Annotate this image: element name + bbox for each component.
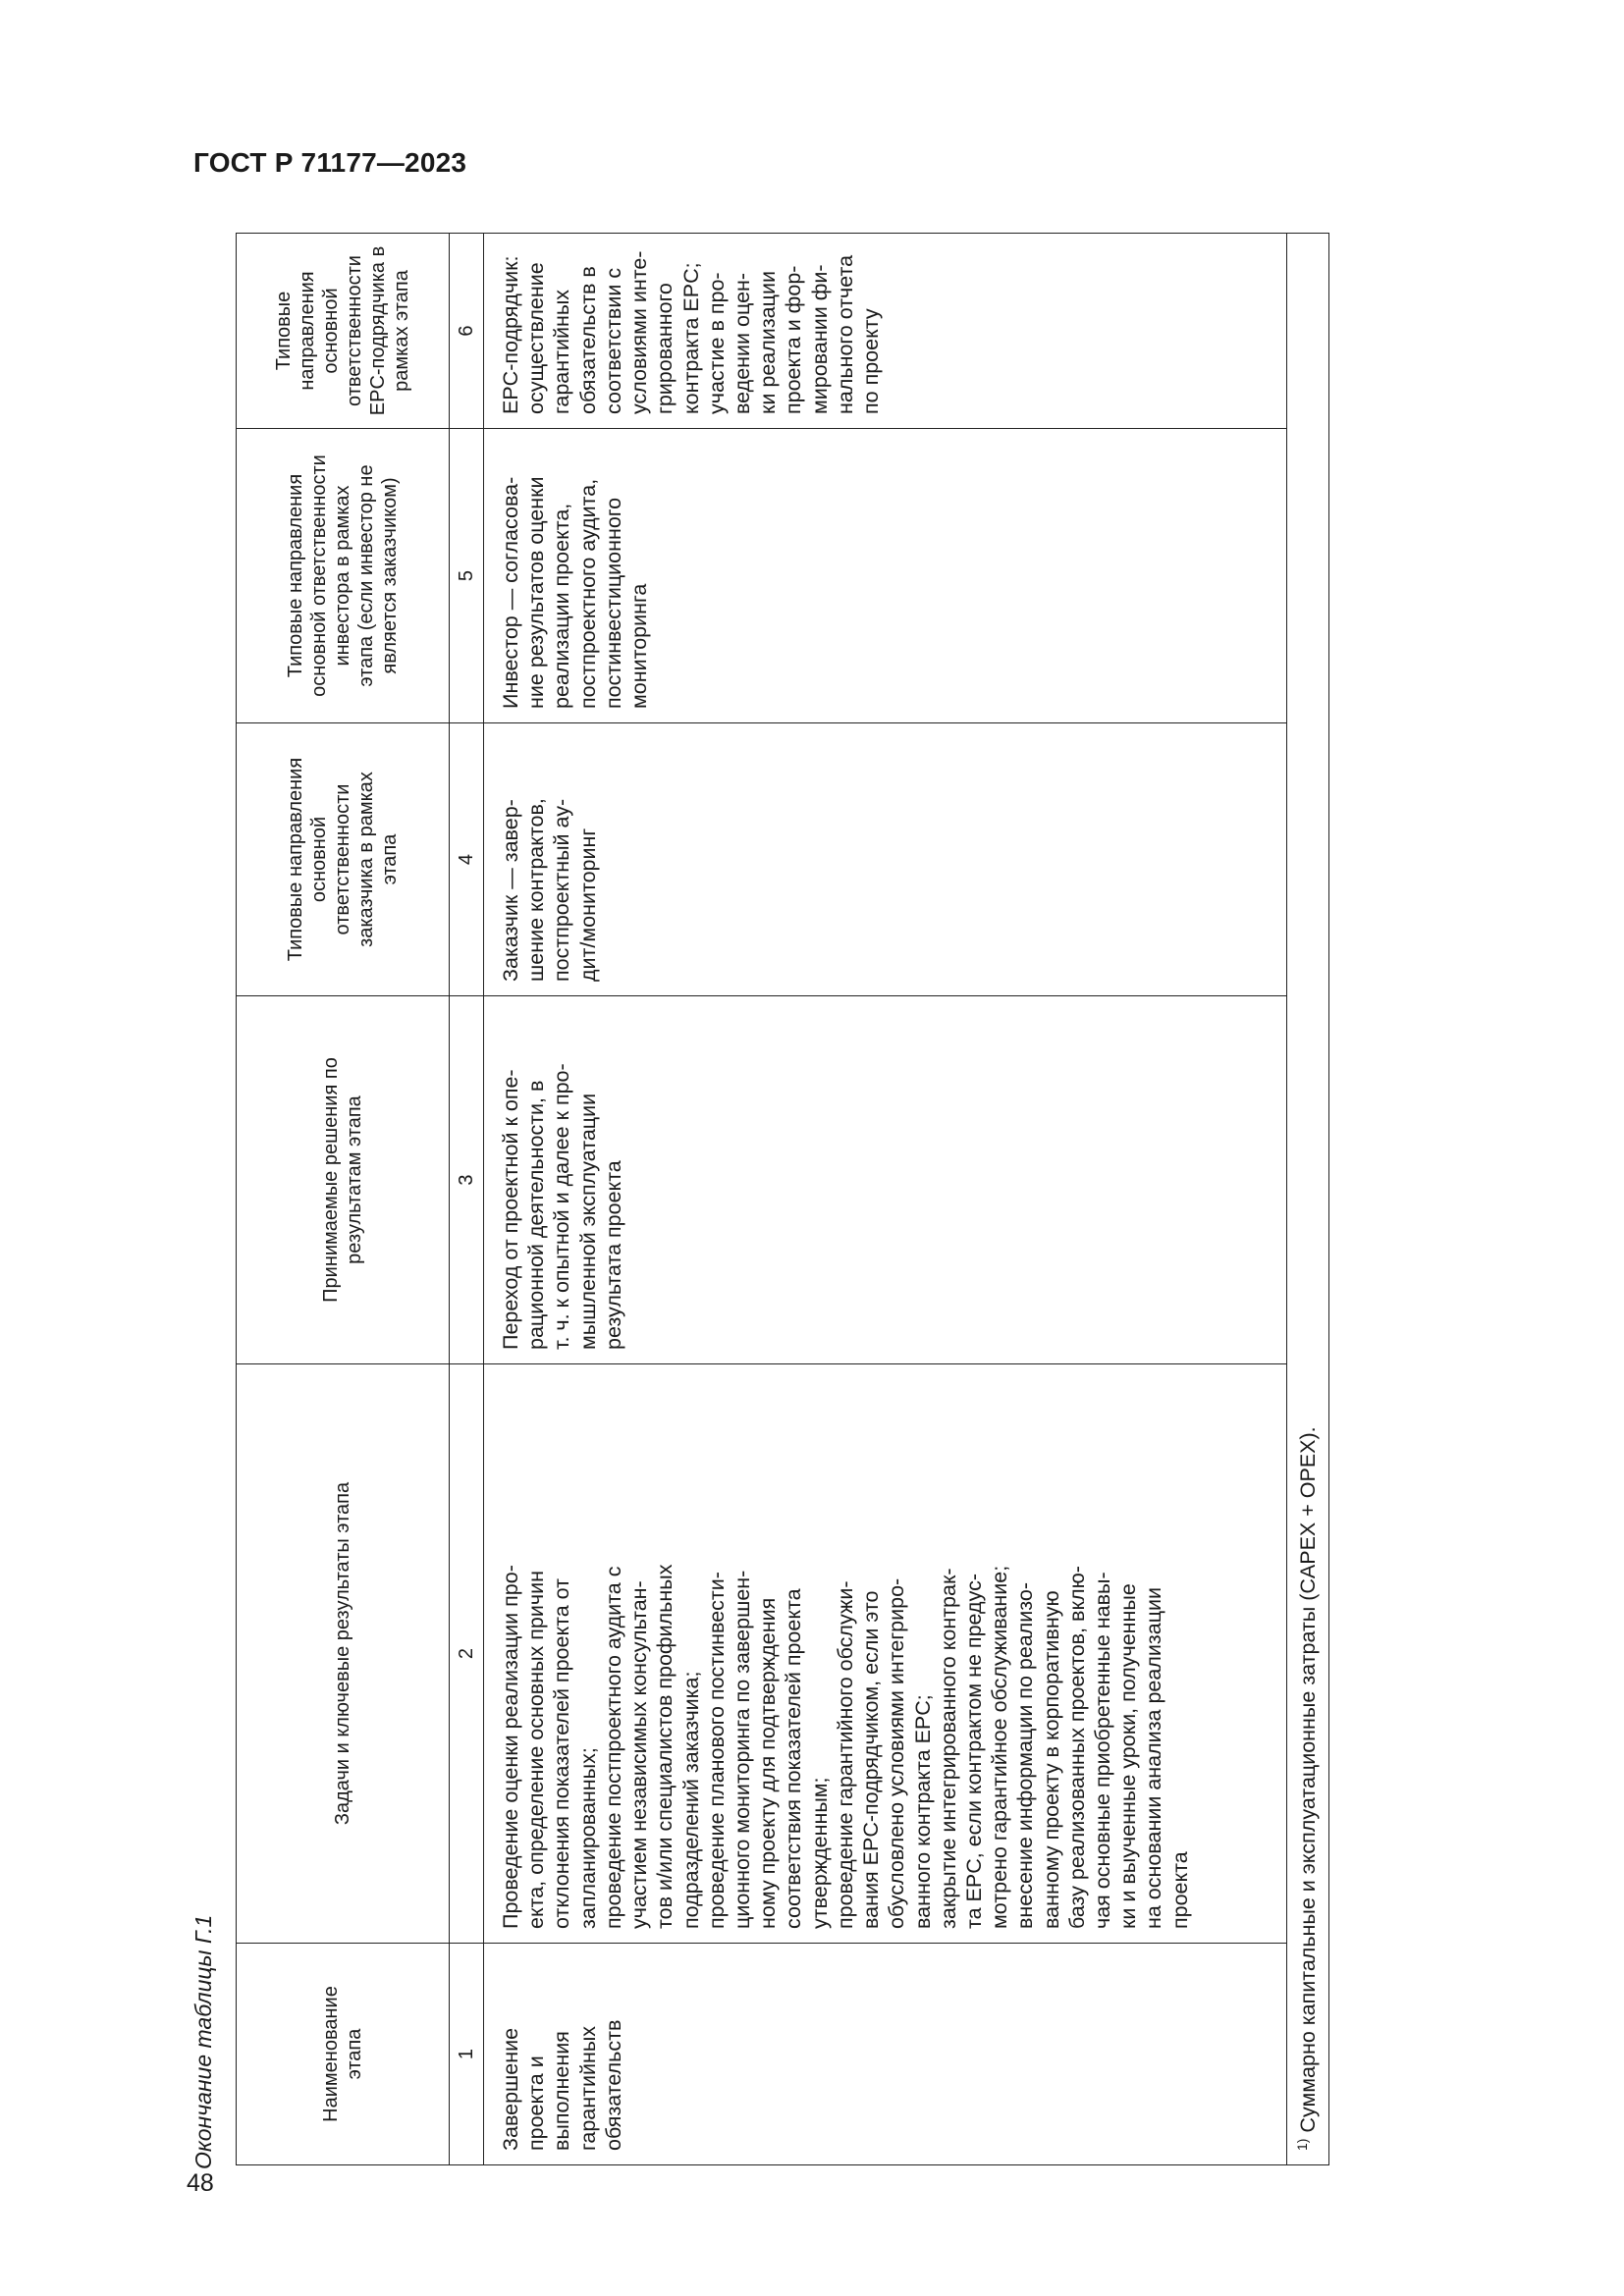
table-caption: Окончание таблицы Г.1 — [190, 1914, 216, 2169]
stages-table — [236, 233, 1329, 2165]
column-header-stage-name: Наименование этапа — [237, 1944, 450, 2165]
column-number: 3 — [450, 996, 484, 1364]
decisions-cell: Переход от проектной к опе- рационной деятельности, в т. ч. к опытной и далее к про- мышленной эксплуатации результата проекта — [484, 996, 1287, 1364]
column-number: 6 — [450, 234, 484, 429]
column-number: 5 — [450, 429, 484, 723]
column-number: 4 — [450, 723, 484, 996]
column-numbers-row — [450, 234, 484, 2165]
tasks-cell: Проведение оценки реализации про- екта, определение основных причин отклонения показателей проекта от запланированных; проведение постпроектного аудита с участием независимых консультан- тов и/или специалистов профильных подразделений заказчика; проведение планового постинвести- ционного мониторинга по завершен- ному проекту для подтверждения соответствия показателей проекта утвержденным; проведение гарантийного обслужи- вания EPC-подрядчиком, если это обусловлено условиями интегриро- ванного контракта EPC; закрытие интегрированного контрак- та EPC, если контрактом не предус- мотрено гарантийное обслуживание; внесение информации по реализо- ванному проекту в корпоративную базу реализованных проектов, вклю- чая основные приобретенные навы- ки и выученные уроки, полученные на основании анализа реализации проекта — [484, 1364, 1287, 1944]
column-header-investor-responsibility: Типовые направления основной ответственности инвестора в рамках этапа (если инвестор не является заказчиком) — [237, 429, 450, 723]
footnote-text: Суммарно капитальные и эксплуатационные затраты (CAPEX + OPEX). — [1296, 1426, 1321, 2133]
table-header-row — [237, 234, 450, 2165]
column-number: 2 — [450, 1364, 484, 1944]
column-header-customer-responsibility: Типовые направления основной ответственности заказчика в рамках этапа — [237, 723, 450, 996]
rotated-table-container — [236, 234, 1329, 2165]
epc-responsibility-cell: EPC-подрядчик: осуществление гарантийных обязательств в соответствии с условиями инте- грированного контракта EPC; участие в про- ведении оцен- ки реализации проекта и фор- мировании фи- нального отчета по проекту — [484, 234, 1287, 429]
table-caption-container — [184, 1747, 223, 2169]
standard-header: ГОСТ Р 71177—2023 — [193, 147, 467, 178]
stage-name-cell: Завершение проекта и выполнения гарантийных обязательств — [484, 1944, 1287, 2165]
column-header-tasks: Задачи и ключевые результаты этапа — [237, 1364, 450, 1944]
column-header-decisions: Принимаемые решения по результатам этапа — [237, 996, 450, 1364]
footnote-cell — [1287, 234, 1329, 2165]
column-number: 1 — [450, 1944, 484, 2165]
rotated-table-frame — [236, 234, 1329, 2165]
investor-responsibility-cell: Инвестор — согласова- ние результатов оценки реализации проекта, постпроектного аудита, постинвестиционного мониторинга — [484, 429, 1287, 723]
table-row — [484, 234, 1287, 2165]
column-header-epc-responsibility: Типовые направления основной ответственности EPC-подрядчика в рамках этапа — [237, 234, 450, 429]
footnote-marker: 1) — [1294, 2138, 1311, 2151]
footnote-row — [1287, 234, 1329, 2165]
page-number: 48 — [187, 2169, 214, 2197]
customer-responsibility-cell: Заказчик — завер- шение контрактов, постпроектный ау- дит/мониторинг — [484, 723, 1287, 996]
